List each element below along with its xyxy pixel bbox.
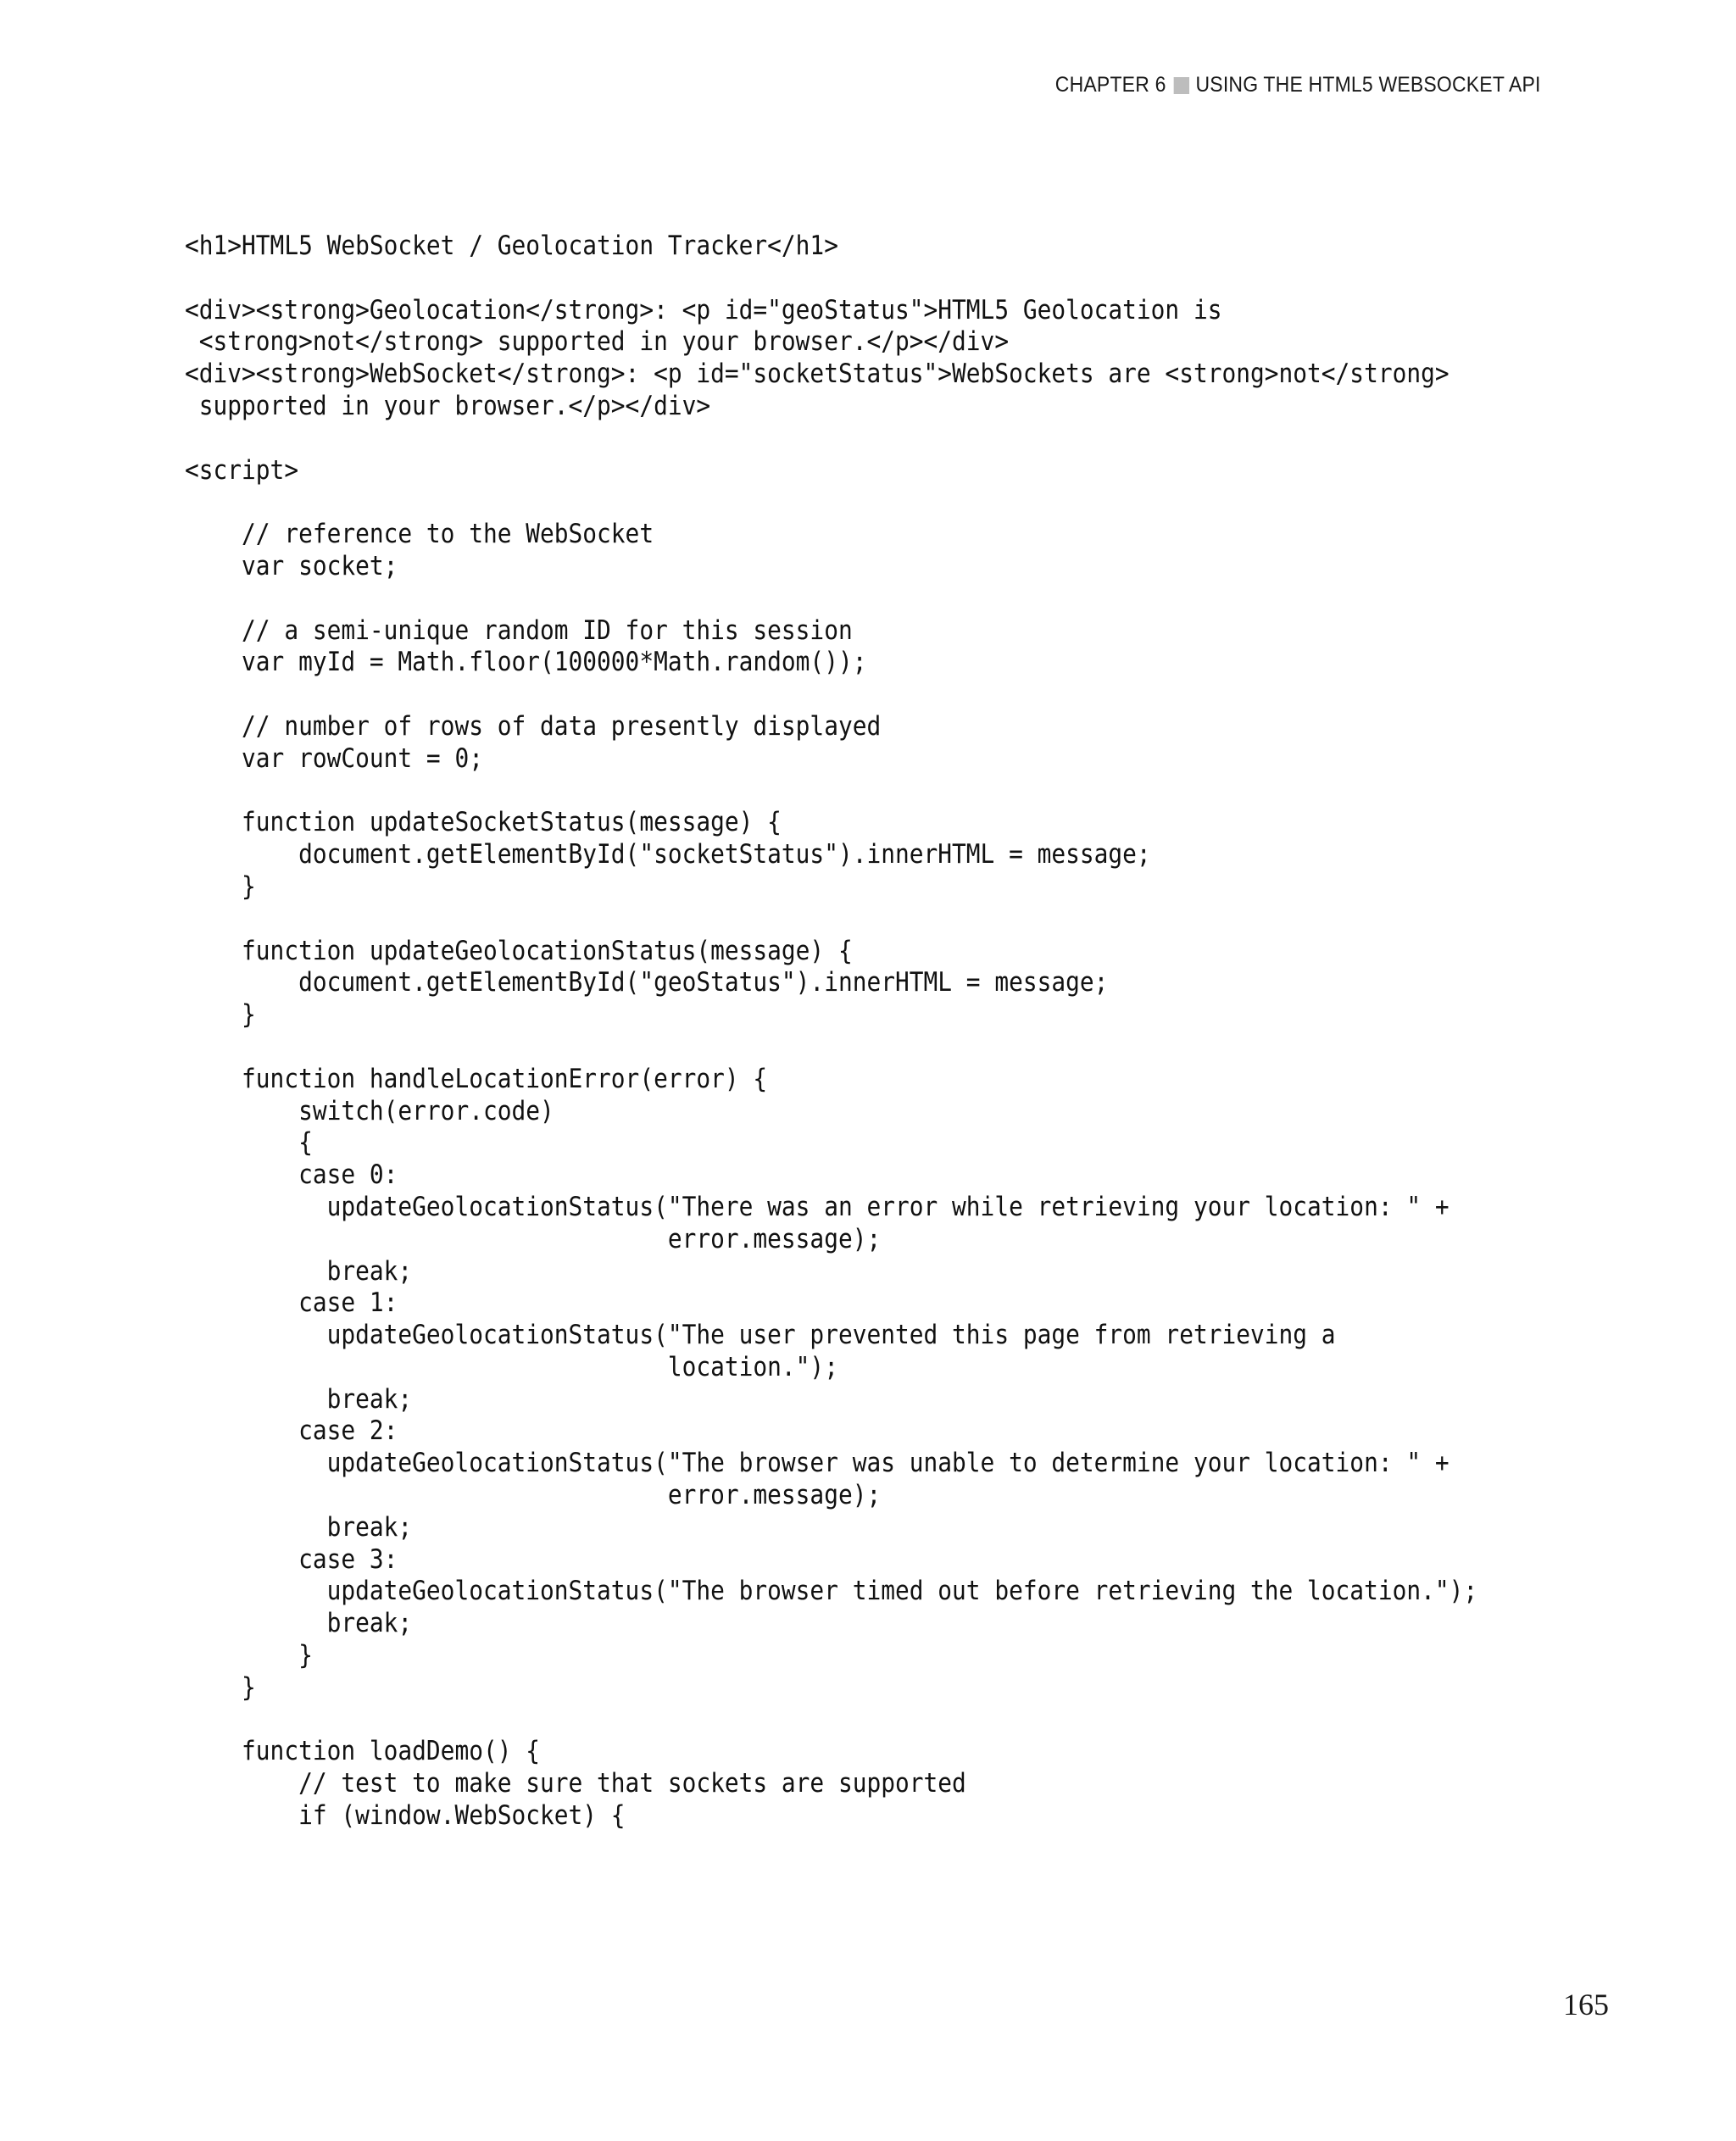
code-line: } <box>185 999 256 1031</box>
code-line: updateGeolocationStatus("The browser timed out before retrieving the location."); <box>185 1576 1478 1607</box>
code-line: function handleLocationError(error) { <box>185 1063 768 1094</box>
code-line: // number of rows of data presently displayed <box>185 710 882 742</box>
code-line <box>185 1704 1477 1737</box>
code-line: switch(error.code) <box>185 1095 554 1126</box>
code-line: error.message); <box>185 1480 882 1511</box>
chapter-label: CHAPTER 6 <box>1055 73 1166 97</box>
code-line: case 0: <box>185 1159 398 1191</box>
code-line: break; <box>185 1255 413 1287</box>
code-line: function updateSocketStatus(message) { <box>185 807 782 838</box>
code-listing <box>185 231 1477 1832</box>
code-line: break; <box>185 1608 413 1639</box>
chapter-title: USING THE HTML5 WEBSOCKET API <box>1195 73 1541 97</box>
code-line: // a semi-unique random ID for this session <box>185 614 853 646</box>
code-line <box>185 904 1477 936</box>
code-line: location."); <box>185 1351 838 1382</box>
code-line: if (window.WebSocket) { <box>185 1800 626 1832</box>
code-line: } <box>185 1640 313 1671</box>
code-line: <script> <box>185 454 299 486</box>
code-line: updateGeolocationStatus("The browser was unable to determine your location: " + <box>185 1448 1449 1479</box>
code-line: { <box>185 1127 313 1159</box>
code-line: document.getElementById("socketStatus").innerHTML = message; <box>185 839 1151 870</box>
page-number: 165 <box>1563 1988 1609 2021</box>
code-line: // test to make sure that sockets are supported <box>185 1768 966 1799</box>
code-line: supported in your browser.</p></div> <box>185 390 711 421</box>
code-line: function loadDemo() { <box>185 1736 541 1767</box>
code-line: updateGeolocationStatus("There was an error while retrieving your location: " + <box>185 1191 1449 1222</box>
code-line: function updateGeolocationStatus(message) { <box>185 935 853 966</box>
code-line: <strong>not</strong> supported in your browser.</p></div> <box>185 326 1010 358</box>
code-line <box>185 263 1477 295</box>
code-line: case 2: <box>185 1415 398 1447</box>
code-line: // reference to the WebSocket <box>185 519 654 550</box>
code-line: } <box>185 870 256 902</box>
header-separator-square <box>1174 77 1189 94</box>
code-line: <div><strong>WebSocket</strong>: <p id="socketStatus">WebSockets are <strong>not</strong> <box>185 359 1449 390</box>
code-line: } <box>185 1671 256 1703</box>
code-line: <h1>HTML5 WebSocket / Geolocation Tracker</h1> <box>185 231 838 261</box>
code-line <box>185 423 1477 455</box>
code-line: var socket; <box>185 550 398 581</box>
code-line: <div><strong>Geolocation</strong>: <p id="geoStatus">HTML5 Geolocation is <box>185 294 1222 325</box>
code-line: var rowCount = 0; <box>185 742 483 774</box>
code-line <box>185 679 1477 711</box>
code-line: case 3: <box>185 1543 398 1575</box>
code-line <box>185 487 1477 519</box>
code-line <box>185 1032 1477 1064</box>
code-line: var myId = Math.floor(100000*Math.random()); <box>185 647 867 678</box>
code-line: case 1: <box>185 1287 398 1319</box>
code-line: updateGeolocationStatus("The user prevented this page from retrieving a <box>185 1320 1336 1351</box>
code-line <box>185 776 1477 808</box>
code-line: document.getElementById("geoStatus").innerHTML = message; <box>185 967 1109 998</box>
code-line <box>185 583 1477 615</box>
code-line: break; <box>185 1383 413 1415</box>
code-line: error.message); <box>185 1223 882 1254</box>
running-header <box>1055 73 1541 97</box>
code-line: break; <box>185 1511 413 1543</box>
